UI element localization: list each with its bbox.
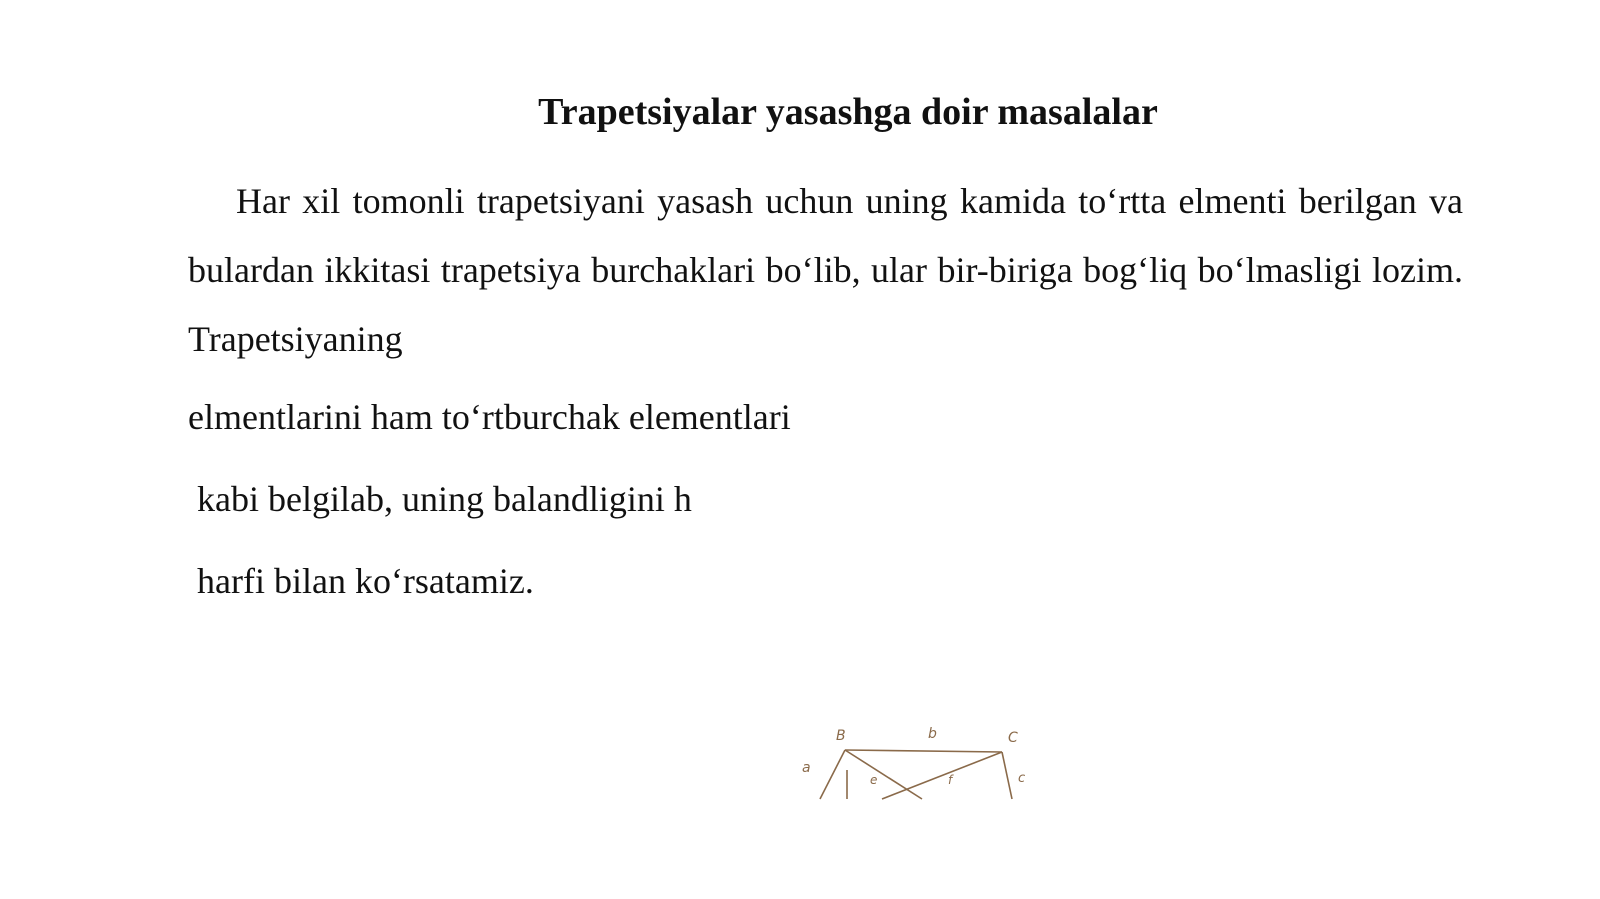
right-side-line [1002,752,1012,799]
body-line-1: elmentlarini ham to‘rtburchak elementlari [188,397,791,437]
top-base-line [845,750,1002,752]
label-b-vertex: B [836,728,846,744]
trapezoid-figure [790,724,1040,804]
label-top-side: b [928,726,937,742]
left-side-line [820,750,845,799]
body-paragraph: Har xil tomonli trapetsiyani yasash uchun uning kamida to‘rtta elmenti berilgan va bulardan ikkitasi trapetsiya burchaklari bo‘lib, ular bir-biriga bog‘liq bo‘lmasligi lozim. Trapetsiyaning [188,181,1463,359]
label-c-vertex: C [1008,730,1018,746]
body-line-3: harfi bilan ko‘rsatamiz. [197,561,534,601]
slide-title: Trapetsiyalar yasashga doir masalalar [538,91,1158,133]
label-left-side: a [802,760,811,776]
label-right-side: c [1018,771,1026,786]
label-f: f [948,773,953,787]
body-line-2: kabi belgilab, uning balandligini h [197,479,692,519]
diagonal-e-line [845,750,922,799]
label-e: e [870,773,878,787]
diagonal-f-line [882,752,1002,799]
